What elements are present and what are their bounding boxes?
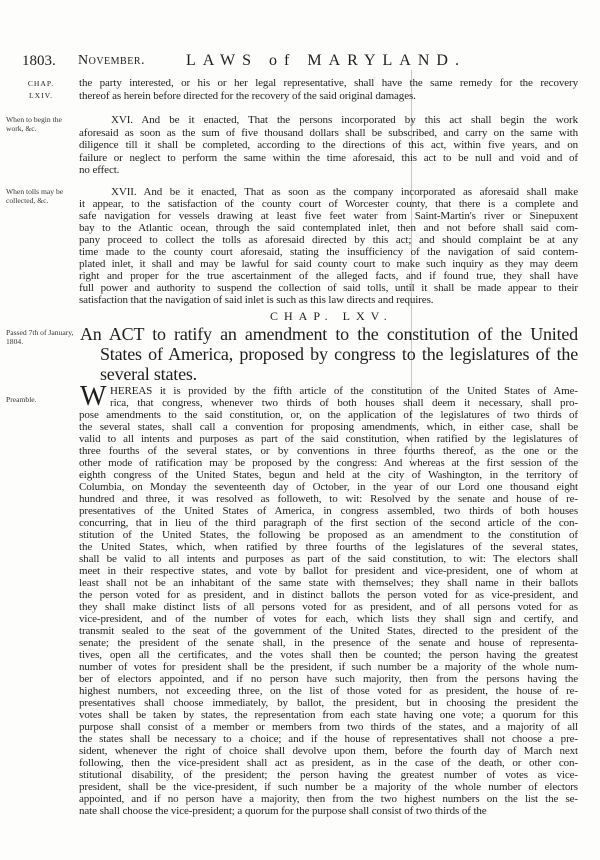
- margin-note-xvii: When tolls may be collected, &c.: [6, 187, 64, 205]
- preamble-line: sident, whenever the right of choice shall devolve upon them, before the fourth day of March next: [79, 745, 578, 757]
- para-xvii-line: time made to the county court aforesaid, stating the insufficiency of the navigation of said contem-: [79, 246, 578, 258]
- preamble-line: the United States, which, when ratified by three fourths of the legislatures of the several states,: [79, 541, 578, 553]
- para-xvi-line: aforesaid as soon as the sum of five thousand dollars shall be subscribed, and carry on the same with: [79, 126, 578, 139]
- chap-label: CHAP.: [27, 79, 55, 88]
- para-xvii-line: right and proper for the true ascertainment of the alleged facts, and if found true, they shall have: [79, 270, 578, 282]
- para-xvii-line: safe navigation for vessels drawing at least five feet water from Saint-Martin's river or Sinepuxent: [79, 210, 578, 222]
- preamble-line: concurring, that in lieu of the third paragraph of the first section of the second article of the con-: [79, 517, 578, 529]
- preamble-line: appointed, and if no person have a majority, then from the two highest numbers on the list the se-: [79, 793, 578, 805]
- preamble-line: presentatives of the United States of America, in congress assembled, two thirds of both houses: [79, 505, 578, 517]
- header-year: 1803.: [22, 53, 56, 69]
- preamble-line: eighth congress of the United States, begun and held at the city of Washington, in the territory of: [79, 469, 578, 481]
- preamble-line: meet in their respective states, and vote by ballot for president and vice-president, one of whom at: [79, 565, 578, 577]
- preamble-line: votes shall be taken by states, the representation from each state having one vote; a quorum for this: [79, 709, 578, 721]
- act-title-line: An ACT to ratify an amendment to the constitution of the United: [80, 324, 578, 344]
- para-xvii-line: satisfaction that the navigation of said inlet is such as this law directs and requires.: [79, 294, 434, 306]
- preamble-line: presentatives shall choose immediately, by ballot, the president, but in choosing the president the: [79, 697, 578, 709]
- para-xvi-line: diligence till it shall be completed, according to the directions of this act, within five years, and on: [79, 139, 578, 151]
- preamble-line: the person voted for as president, and in distinct ballots the person voted for as vice-president, and: [79, 589, 578, 601]
- chapter-heading: CHAP. LXV.: [270, 309, 393, 323]
- para-xvii-line: pany proceed to collect the tolls as aforesaid directed by this act; and should complaint be at any: [79, 234, 578, 246]
- preamble-line: hundred and three, it was resolved as followeth, to wit: Resolved by the senate and house of re-: [79, 493, 578, 505]
- para-xvii-line: bay to the Atlantic ocean, through the said contemplated inlet, then and not before shall said com-: [79, 222, 578, 234]
- para-xvii-line: plated inlet, it shall and may be lawful for said county court to make such inquiry as they may deem: [79, 258, 578, 270]
- preamble-line: tives, open all the certificates, and the votes shall then be counted; the person having the greatest: [79, 649, 578, 661]
- preamble-line: shall be valid to all intents and purposes as part of the said constitution, to wit: The electors shall: [79, 553, 578, 565]
- margin-note-xvi: When to begin the work, &c.: [6, 115, 62, 133]
- preamble-line: least shall not be an inhabitant of the same state with themselves; they shall name in their ballots: [79, 577, 578, 589]
- preamble-first-line: HEREAS it is provided by the fifth article of the constitution of the United States of Ame-: [110, 385, 578, 397]
- act-title-line: several states.: [100, 364, 197, 384]
- para-lxiv-line: thereof as herein before directed for the recovery of the said original damages.: [79, 90, 416, 102]
- header-month: November.: [78, 53, 146, 68]
- chapter-reference: [16, 78, 66, 102]
- preamble-line: following, then the vice-president shall act as president, as in the case of the death, or other con-: [79, 757, 578, 769]
- preamble-line: the several states, shall call a convention for proposing amendments, which, in either case, shall be: [79, 421, 578, 433]
- preamble-line: three fourths of the several states, or by conventions in three fourths thereof, as the one or the: [79, 445, 578, 457]
- preamble-line: number of votes for president shall be the president, if such number be a majority of the whole num-: [79, 661, 578, 673]
- margin-note-preamble: Preamble.: [6, 395, 37, 404]
- preamble-line: valid to all intents and purposes as part of the said constitution, when ratified by the legislatures of: [79, 433, 578, 445]
- para-lxiv-line: the party interested, or his or her legal representative, shall have the same remedy for the recovery: [79, 77, 578, 89]
- preamble-line: the states shall be necessary to a choice; and if the house of representatives shall not choose a pre-: [79, 733, 578, 745]
- preamble-line: stitutional disability, of the president; the person having the greatest number of votes as vice-: [79, 769, 578, 781]
- preamble-line: they shall make distinct lists of all persons voted for as president, and of all persons voted for as: [79, 601, 578, 613]
- running-title: LAWS of MARYLAND.: [186, 52, 466, 69]
- preamble-line: vice-president, and of the number of votes for each, which lists they shall sign and certify, and: [79, 613, 578, 625]
- drop-cap: W: [80, 381, 107, 412]
- para-xvi-line: failure or neglect to perform the same within the time aforesaid, this act to be null and void and of: [79, 151, 578, 164]
- preamble-first-line: rica, that congress, whenever two thirds of both houses shall deem it necessary, shall pro-: [110, 397, 578, 409]
- preamble-line: pose amendments to the said constitution, or, on the application of the legislatures of two thirds of: [79, 409, 578, 421]
- preamble-line: highest numbers, not exceeding three, on the list of those voted for as president, the house of re-: [79, 685, 578, 697]
- act-title-line: States of America, proposed by congress to the legislatures of the: [100, 344, 578, 364]
- preamble-line: nate shall choose the vice-president; a quorum for the purpose shall consist of two thirds of the: [79, 805, 487, 817]
- para-xvii-line: full power and authority to suspend the collection of said tolls, until it shall be made appear to their: [79, 282, 578, 294]
- preamble-line: stitution of the United States, the following be proposed as an amendment to the constitution of: [79, 529, 578, 541]
- chap-number: LXIV.: [28, 91, 54, 100]
- preamble-line: transmit sealed to the seat of the government of the United States, directed to the president of the: [79, 625, 578, 637]
- preamble-line: ber of electors appointed, and if no person have such majority, then from the persons having the: [79, 673, 578, 685]
- para-xvi-line: XVI. And be it enacted, That the persons incorporated by this act shall begin the work: [111, 114, 578, 126]
- preamble-line: Columbia, on Monday the seventeenth day of October, in the year of our Lord one thousand eight: [79, 481, 578, 493]
- para-xvii-line: XVII. And be it enacted, That as soon as the company incorporated as aforesaid shall make: [111, 186, 578, 198]
- preamble-line: other mode of ratification may be proposed by the congress: And whereas at the first session of the: [79, 457, 578, 469]
- para-xvii-line: it appear, to the satisfaction of the county court of Worcester county, that there is a complete and: [79, 198, 578, 210]
- preamble-line: purpose shall consist of a member or members from two thirds of the states, and a majority of all: [79, 721, 578, 733]
- preamble-line: senate; the president of the senate shall, in the presence of the senate and house of representa-: [79, 637, 578, 649]
- para-xvi-line: no effect.: [79, 164, 120, 176]
- preamble-line: president, shall be the vice-president, if such number be a majority of the whole number of electors: [79, 781, 578, 793]
- margin-note-passed: Passed 7th of January, 1804.: [6, 328, 74, 346]
